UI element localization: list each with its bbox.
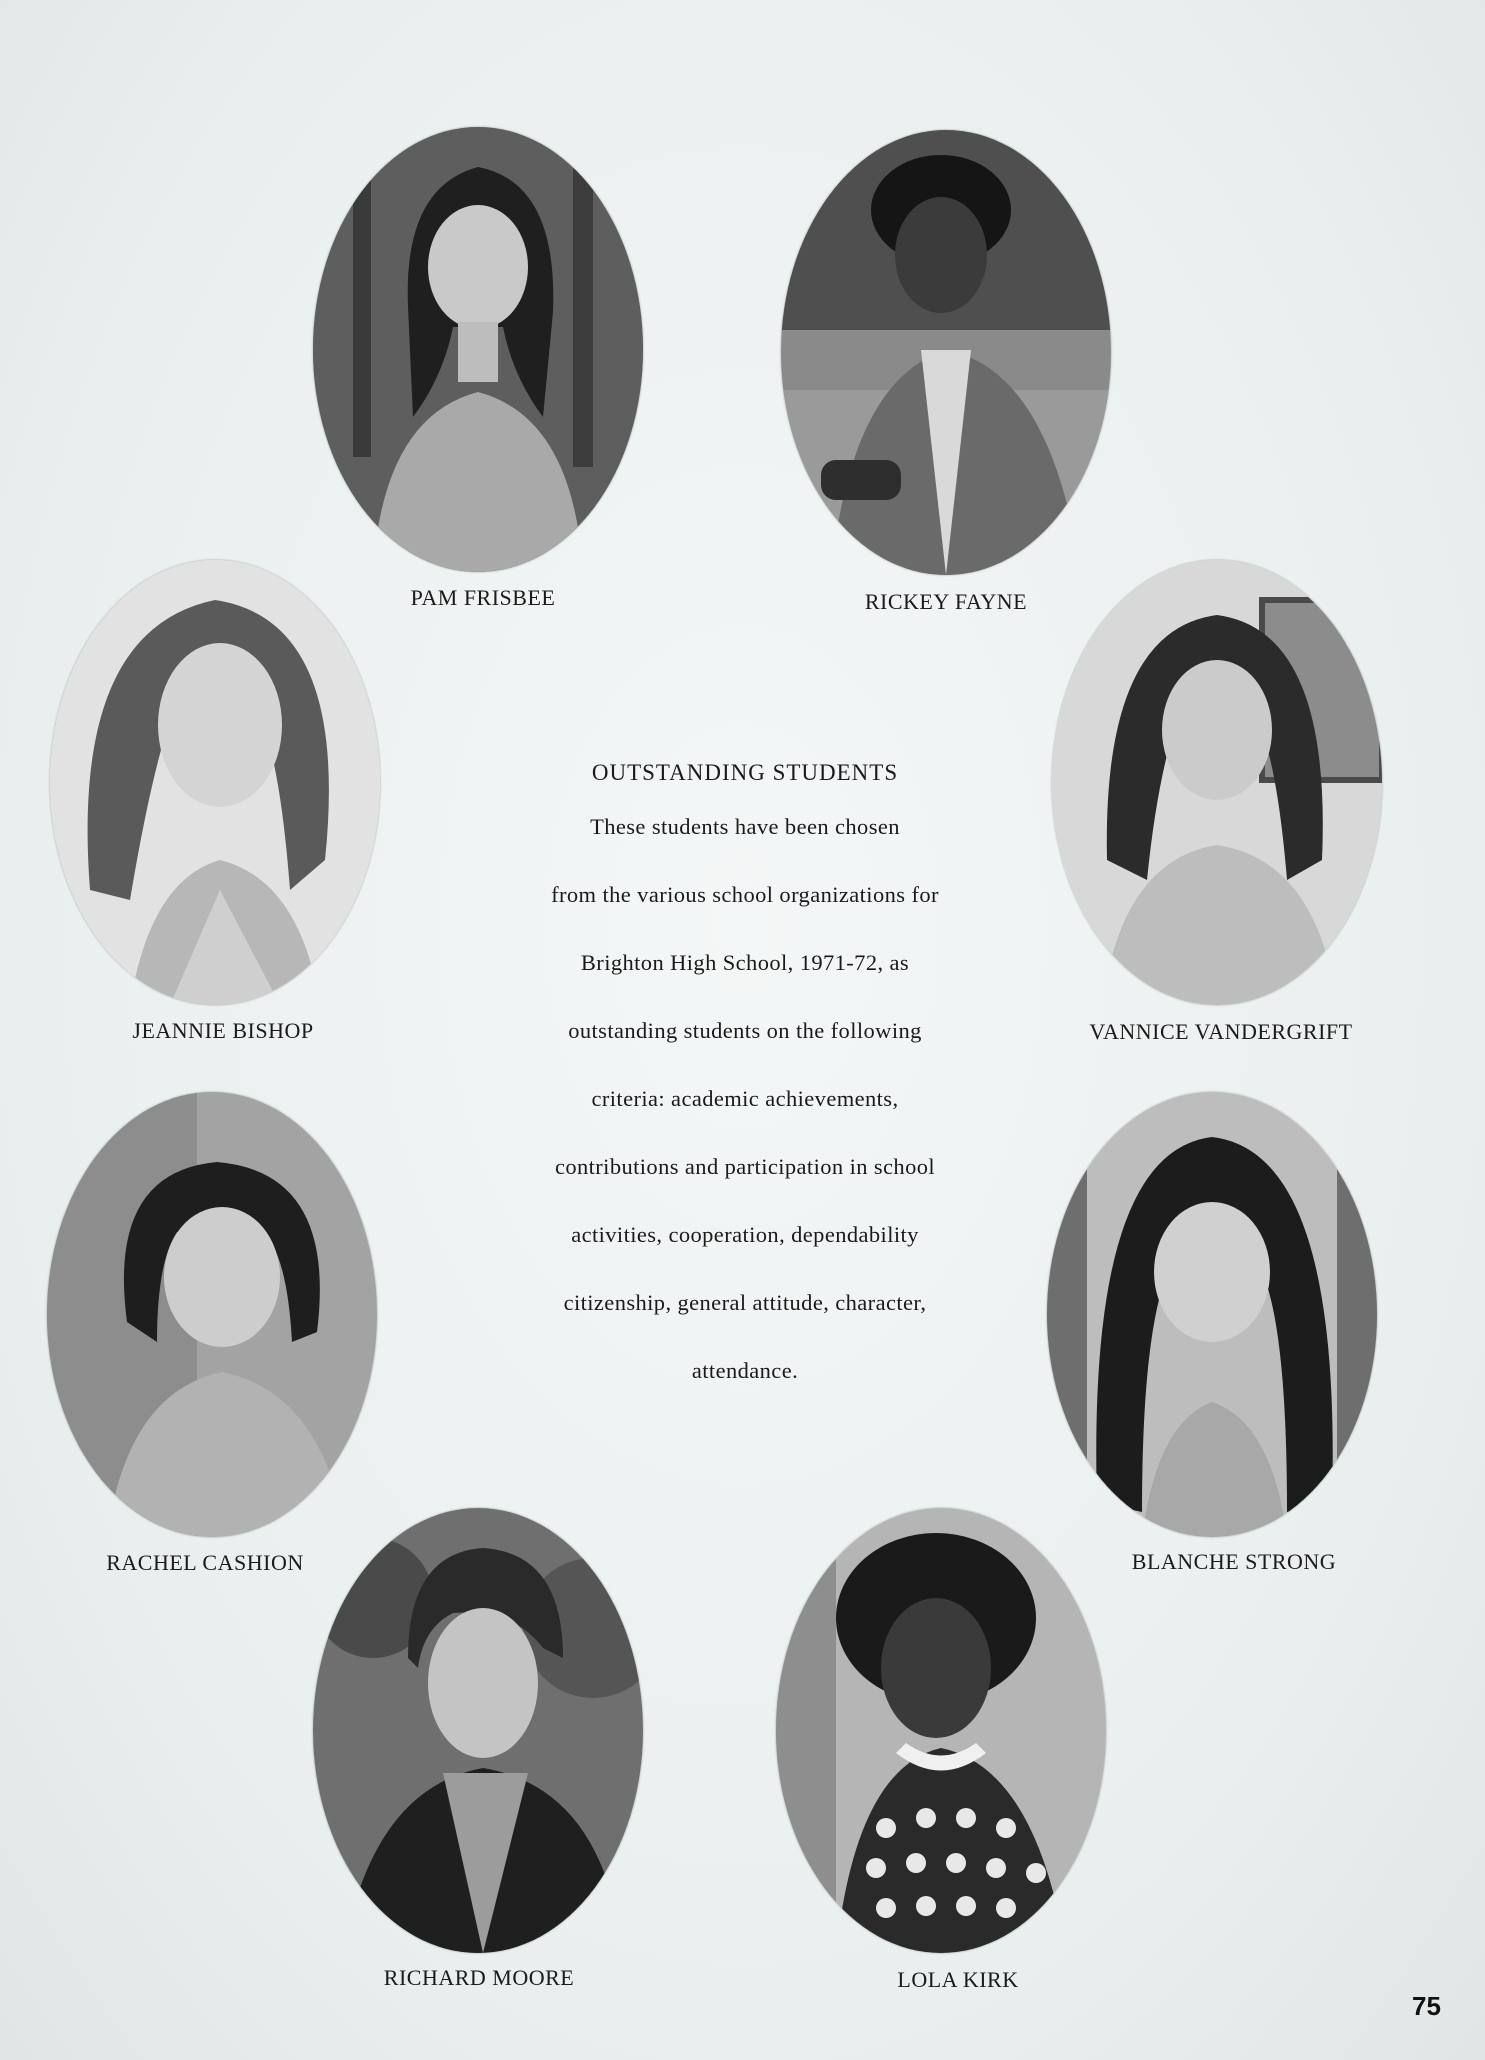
student-name-caption: VANNICE VANDERGRIFT [1089,1019,1353,1044]
student-name-caption: LOLA KIRK [897,1967,1019,1992]
student-name-caption: RICKEY FAYNE [864,589,1028,614]
body-text-line: Brighton High School, 1971-72, as [580,950,910,975]
student-name-caption: JEANNIE BISHOP [132,1018,314,1043]
body-text-line: These students have been chosen [590,814,900,839]
portrait-blanche-strong [1047,1092,1377,1537]
body-text-line: activities, cooperation, dependability [571,1222,919,1247]
portrait-rachel-cashion [47,1092,377,1537]
student-name-caption: RACHEL CASHION [106,1550,304,1575]
body-text-line: from the various school organizations for [551,882,939,907]
body-text-line: attendance. [691,1358,799,1383]
body-text-line: criteria: academic achievements, [591,1086,899,1111]
student-name-caption: RICHARD MOORE [383,1965,575,1990]
portrait-pam-frisbee [313,127,643,572]
portrait-richard-moore [313,1508,643,1953]
portrait-vannice-vandergrift [1052,560,1382,1005]
center-text-block [440,760,1050,1424]
portrait-rickey-fayne [781,130,1111,575]
portrait-lola-kirk [776,1508,1106,1953]
page-number: 75 [1412,1991,1441,2021]
body-text-line: contributions and participation in school [554,1154,936,1179]
student-name-caption: BLANCHE STRONG [1131,1549,1337,1574]
body-text-line: citizenship, general attitude, character, [563,1290,927,1315]
section-heading: OUTSTANDING STUDENTS [591,760,899,785]
portrait-jeannie-bishop [50,560,380,1005]
student-name-caption: PAM FRISBEE [410,585,556,610]
body-text-line: outstanding students on the following [568,1018,922,1043]
